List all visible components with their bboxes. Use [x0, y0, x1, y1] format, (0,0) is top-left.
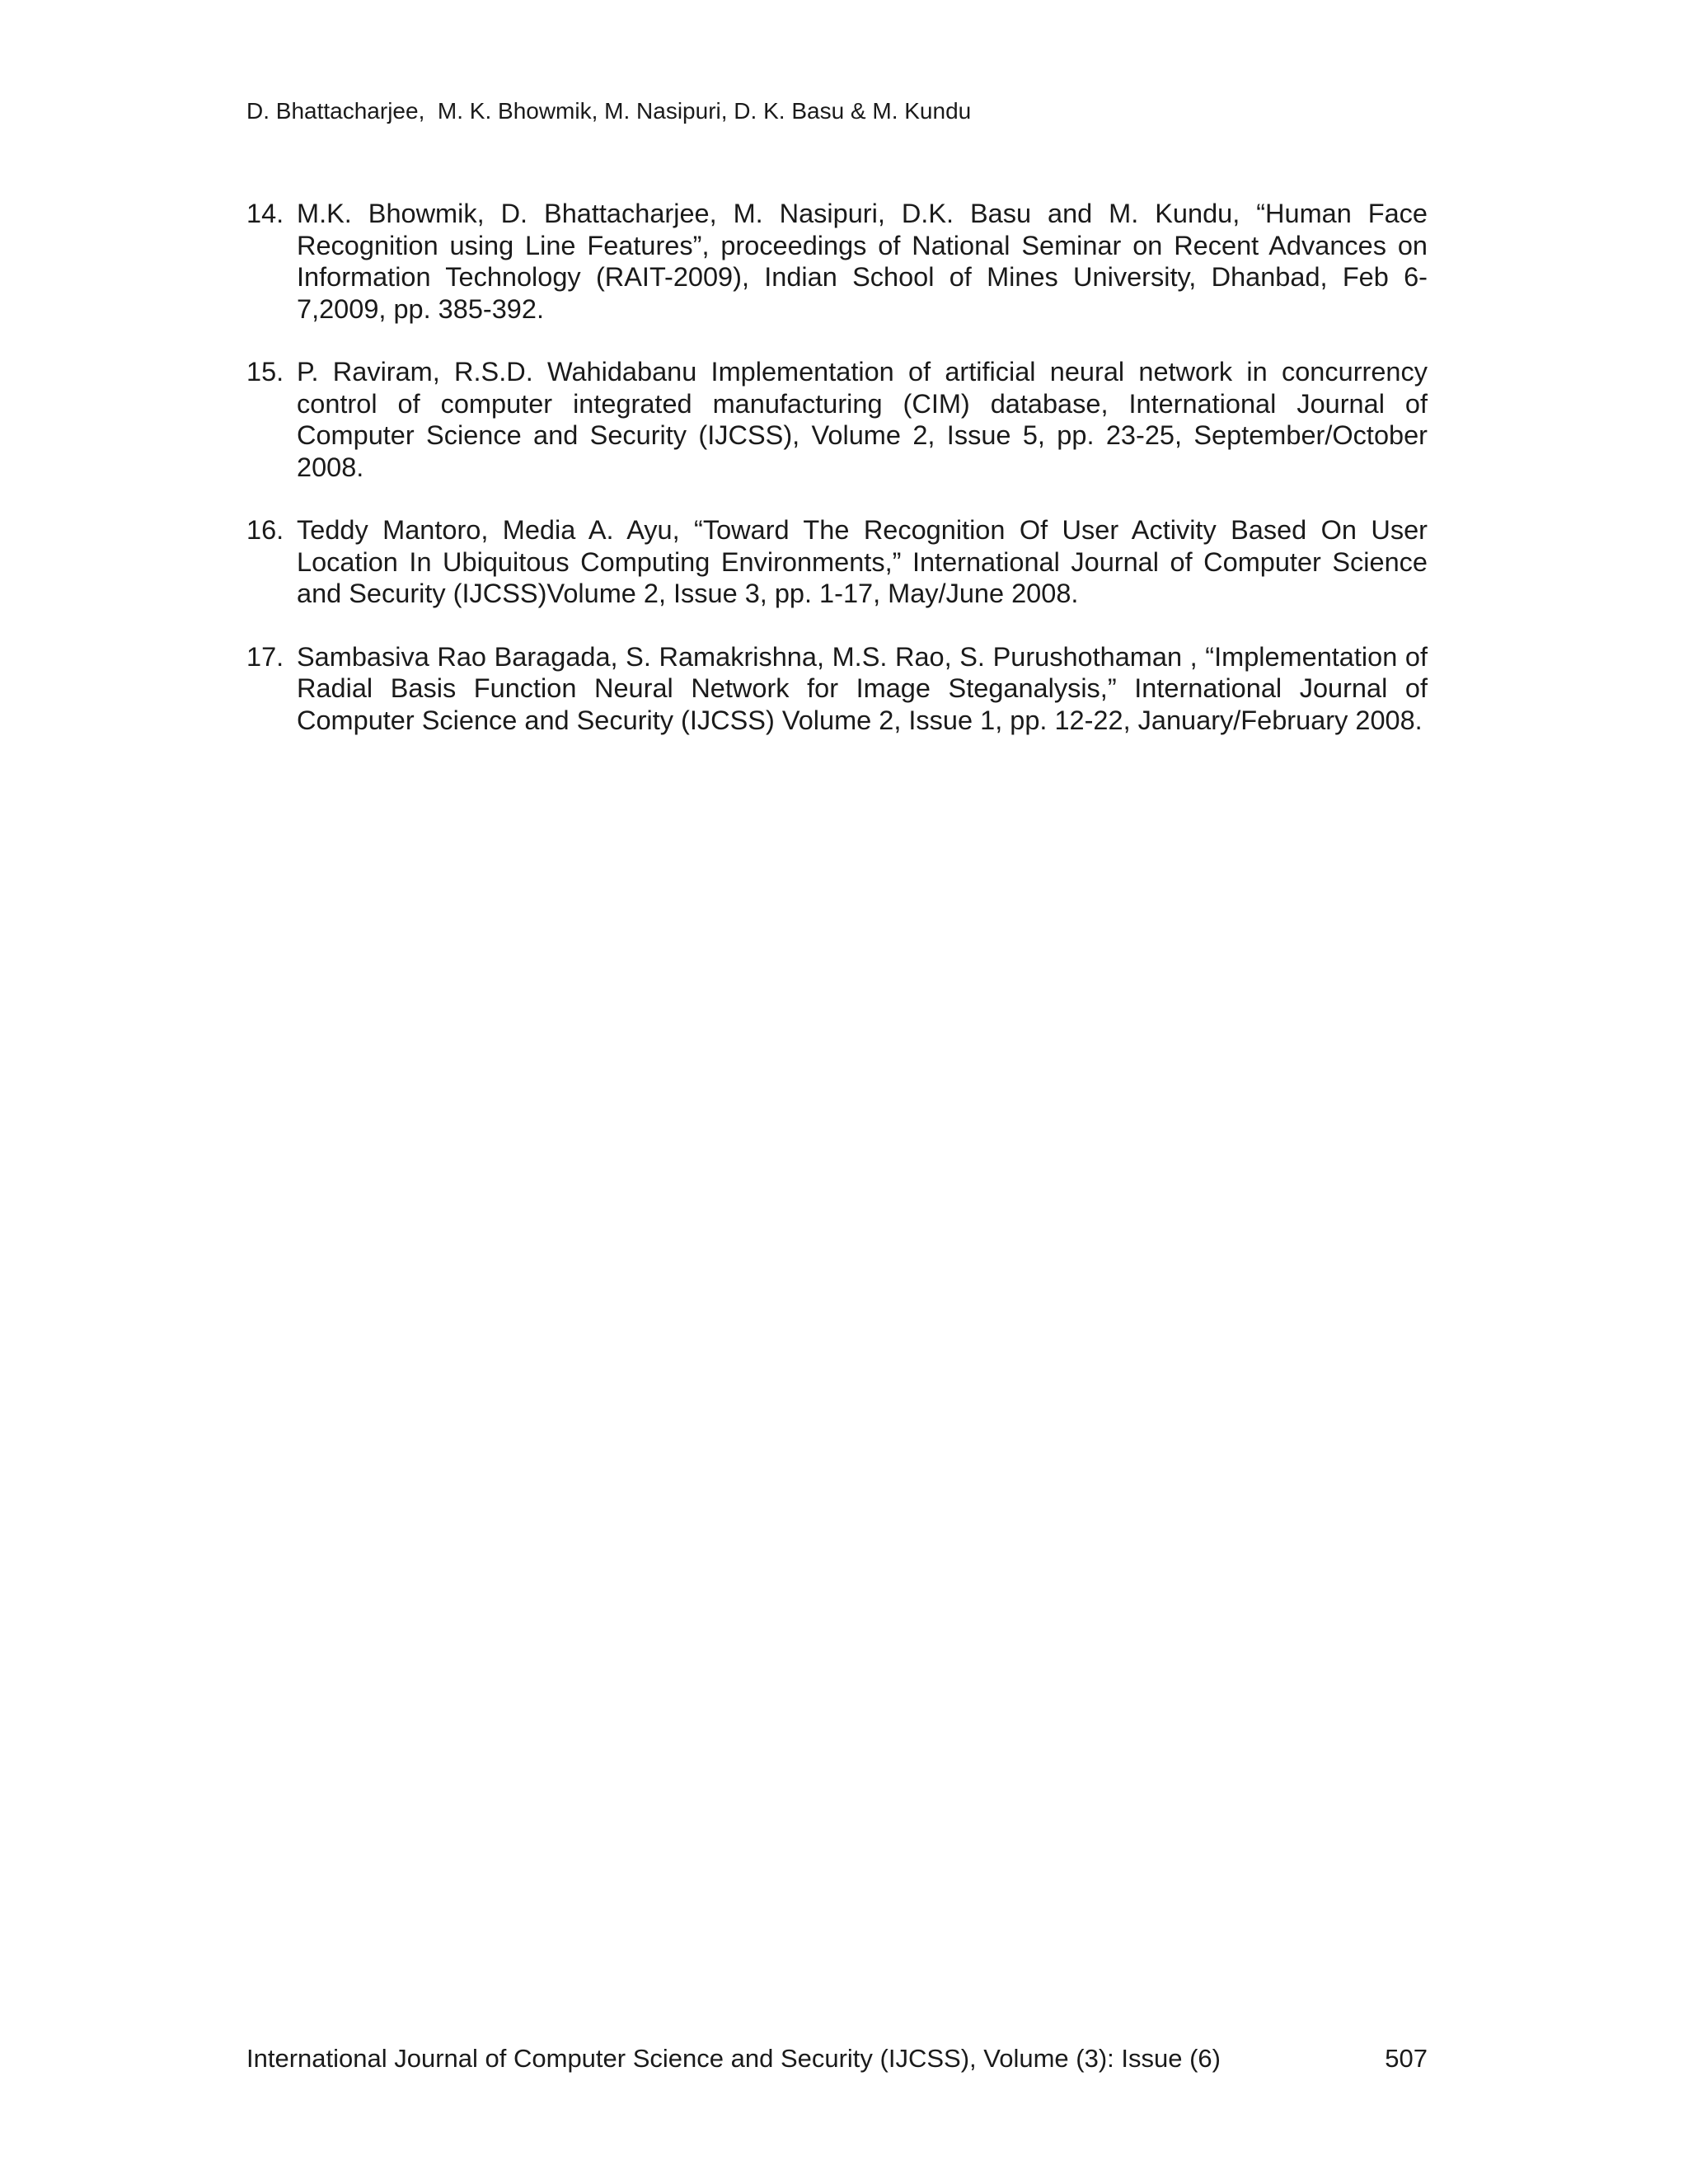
reference-text: M.K. Bhowmik, D. Bhattacharjee, M. Nasipuri, D.K. Basu and M. Kundu, “Human Face Recognition using Line Features”, proceedings of National Seminar on Recent Advances on Information Technology (RAIT-2009), Indian School of Mines University, Dhanbad, Feb 6-7,2009, pp. 385-392.	[297, 199, 1428, 324]
reference-text: Sambasiva Rao Baragada, S. Ramakrishna, M.S. Rao, S. Purushothaman , “Implementation of Radial Basis Function Neural Network for Image Steganalysis,” International Journal of Computer Science and Security (IJCSS) Volume 2, Issue 1, pp. 12-22, January/February 2008.	[297, 641, 1428, 735]
page-number: 507	[1385, 2044, 1428, 2073]
reference-list	[246, 198, 1428, 767]
reference-number: 16.	[246, 515, 284, 545]
reference-text: Teddy Mantoro, Media A. Ayu, “Toward The Recognition Of User Activity Based On User Location In Ubiquitous Computing Environments,” International Journal of Computer Science and Security (IJCSS)Volume 2, Issue 3, pp. 1-17, May/June 2008.	[297, 515, 1428, 608]
reference-item	[246, 641, 1428, 737]
reference-item	[246, 356, 1428, 483]
reference-number: 17.	[246, 641, 284, 672]
reference-item	[246, 514, 1428, 610]
reference-number: 14.	[246, 199, 284, 228]
footer-journal-title: International Journal of Computer Science and Security (IJCSS), Volume (3): Issue (6)	[246, 2044, 1221, 2073]
running-header-authors: D. Bhattacharjee, M. K. Bhowmik, M. Nasipuri, D. K. Basu & M. Kundu	[246, 98, 972, 124]
running-footer	[246, 2044, 1428, 2074]
reference-item	[246, 198, 1428, 325]
reference-text: P. Raviram, R.S.D. Wahidabanu Implementation of artificial neural network in concurrency control of computer integrated manufacturing (CIM) database, International Journal of Computer Science and Security (IJCSS), Volume 2, Issue 5, pp. 23-25, September/October 2008.	[297, 357, 1428, 482]
reference-number: 15.	[246, 357, 284, 387]
